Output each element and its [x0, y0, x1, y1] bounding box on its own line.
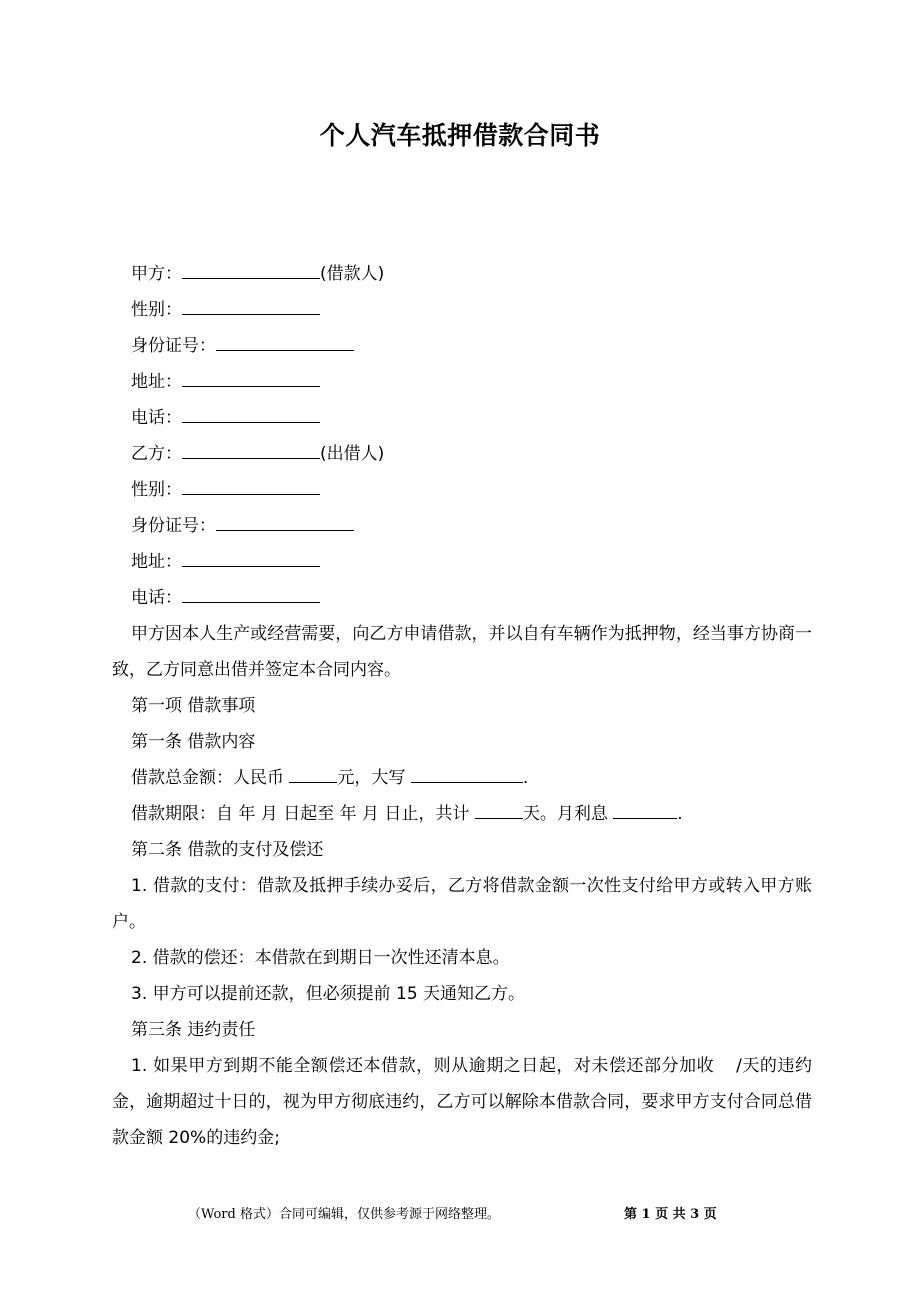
footer-note: （Word 格式）合同可编辑，仅供参考源于网络整理。 [188, 1207, 500, 1222]
party-a-line [112, 256, 812, 292]
party-a-address-label: 地址： [131, 372, 182, 392]
section1-heading: 第一项 借款事项 [131, 696, 256, 716]
party-b-line [112, 436, 812, 472]
party-a-id-line [112, 328, 812, 364]
party-a-phone-label: 电话： [131, 408, 182, 428]
intro-paragraph: 甲方因本人生产或经营需要，向乙方申请借款，并以自有车辆作为抵押物，经当事方协商一致，乙方同意出借并签定本合同内容。 [112, 624, 812, 680]
party-a-phone-line [112, 400, 812, 436]
party-b-gender-label: 性别： [131, 480, 182, 500]
party-b-gender-blank [182, 474, 320, 495]
loan-term-line [112, 796, 812, 832]
party-b-label: 乙方： [131, 444, 182, 464]
party-a-gender-label: 性别： [131, 300, 182, 320]
article3-item-1 [112, 1048, 812, 1156]
document-body [112, 256, 812, 1156]
party-a-phone-blank [182, 402, 320, 423]
loan-amount-suffix: . [522, 768, 529, 788]
loan-term-suffix: . [677, 804, 683, 824]
party-b-phone-line [112, 580, 812, 616]
article2-item-2: 2. 借款的偿还：本借款在到期日一次性还清本息。 [131, 948, 510, 968]
loan-amount-line [112, 760, 812, 796]
footer-page-info: 第 1 页 共 3 页 [624, 1207, 717, 1222]
party-a-id-blank [216, 330, 354, 351]
loan-term-interest-blank [613, 798, 677, 819]
party-b-address-label: 地址： [131, 552, 182, 572]
party-a-gender-line [112, 292, 812, 328]
article2-item-3: 3. 甲方可以提前还款，但必须提前 15 天通知乙方。 [131, 984, 526, 1004]
party-b-gender-line [112, 472, 812, 508]
party-a-role: (借款人) [320, 264, 385, 284]
party-b-phone-label: 电话： [131, 588, 182, 608]
article3-item-1-part-b: /天的违约金，逾期超过十日的，视为甲方彻底违约，乙方可以解除本借款合同，要求甲方支付合同总借款金额 20%的违约金; [112, 1056, 812, 1148]
party-b-id-blank [216, 510, 354, 531]
article2-heading: 第二条 借款的支付及偿还 [131, 840, 324, 860]
party-a-address-line [112, 364, 812, 400]
article3-heading: 第三条 违约责任 [131, 1020, 256, 1040]
party-a-id-label: 身份证号： [131, 336, 216, 356]
article3-item-1-part-a: 1. 如果甲方到期不能全额偿还本借款，则从逾期之日起，对未偿还部分加收 [131, 1056, 715, 1076]
party-a-label: 甲方： [131, 264, 182, 284]
party-b-id-label: 身份证号： [131, 516, 216, 536]
loan-amount-prefix: 借款总金额：人民币 [131, 768, 290, 788]
party-a-name-blank [182, 258, 320, 279]
party-b-phone-blank [182, 582, 320, 603]
party-b-address-blank [182, 546, 320, 567]
article1-heading: 第一条 借款内容 [131, 732, 256, 752]
document-title: 个人汽车抵押借款合同书 [319, 121, 601, 150]
loan-term-days-blank [475, 798, 523, 819]
party-b-address-line [112, 544, 812, 580]
party-b-role: (出借人) [320, 444, 385, 464]
loan-amount-number-blank [289, 762, 337, 783]
party-a-gender-blank [182, 294, 320, 315]
loan-term-mid: 天。月利息 [522, 804, 614, 824]
party-b-name-blank [182, 438, 320, 459]
loan-amount-words-blank [411, 762, 523, 783]
article2-item-1: 1. 借款的支付：借款及抵押手续办妥后，乙方将借款金额一次性支付给甲方或转入甲方账户。 [112, 876, 812, 932]
loan-term-prefix: 借款期限：自 年 月 日起至 年 月 日止，共计 [131, 804, 475, 824]
loan-amount-mid: 元，大写 [337, 768, 411, 788]
party-a-address-blank [182, 366, 320, 387]
party-b-id-line [112, 508, 812, 544]
